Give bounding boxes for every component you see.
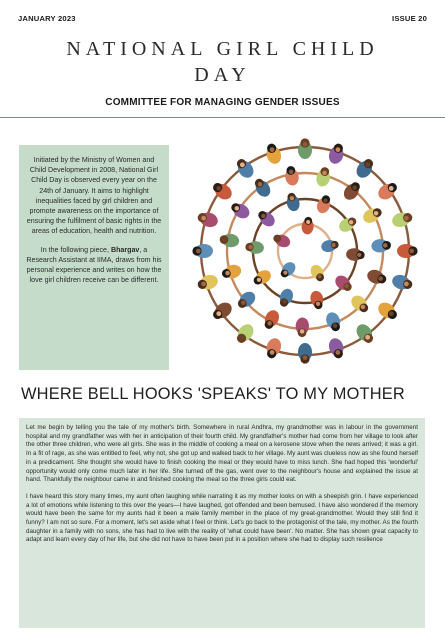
figure	[361, 205, 385, 226]
figure	[371, 238, 391, 253]
intro-box	[19, 145, 169, 370]
figure	[285, 191, 302, 212]
figure	[309, 290, 326, 311]
figure	[251, 267, 273, 287]
article-paragraph-2: I have heard this story many times, my aunt often laughing while narrating it as my mother looks on with a sheepish grin. I have experienced a lot of emotions while listening to this over the years—I have laughed, got offended and been bemused. I have also wondered if the memory would have been the same for my aunts had it been a male family member in the place of my great-grandmother. Would they still find it funny? I am not so sure. For a moment, let's set aside what I feel or think. Let's go back to the protagonist of the tale, my mother. As the fourth daughter in a family with no sons, she has had to live with the reality of 'what could have been'. No matter. She has shown great capacity to adapt and learn every day of her life, but she did not have to have been put in a position where she had to display such resilience	[26, 492, 418, 544]
article-body	[19, 418, 425, 628]
figure	[284, 165, 300, 187]
figure	[245, 240, 264, 254]
figure	[261, 308, 282, 331]
spiral-people	[192, 138, 417, 363]
issue-date: JANUARY 2023	[18, 14, 76, 23]
figure	[251, 176, 273, 200]
figure	[220, 263, 242, 281]
author-name: Bhargav	[110, 245, 140, 254]
figure	[295, 317, 309, 337]
figure	[228, 200, 252, 222]
issue-number: ISSUE 20	[392, 14, 427, 23]
figure	[308, 263, 327, 284]
figure	[298, 343, 312, 364]
figure	[277, 287, 296, 309]
figure	[337, 214, 359, 234]
intro-paragraph-2: In the following piece, Bhargav, a Research Assistant at IIMA, draws from his personal experience and writes on how the love girl children receive can be different.	[26, 245, 162, 285]
title-line-2: DAY	[194, 64, 251, 86]
figure	[397, 244, 418, 258]
figure	[219, 232, 240, 248]
article-heading: WHERE BELL HOOKS 'SPEAKS' TO MY MOTHER	[21, 385, 405, 403]
header-divider	[0, 117, 445, 118]
figure	[298, 138, 312, 159]
title-line-1: NATIONAL GIRL CHILD	[66, 38, 379, 60]
figure	[271, 231, 292, 249]
article-paragraph-1: Let me begin by telling you the tale of my mother's birth. Somewhere in rural Andhra, my grandmother was in labour in the government hospital and my grandfather was with her in anticipation of their fourth child. My grandfather's mother had come from her village to look after the other three children, who were all girls. She was in the middle of cooking a meal on a kerosene stove when the news arrived; it was a girl. In a fit of rage, as she was entitled to feel, why not, she got up and walked back to her village. My aunt was clueless now as she found herself in a predicament. She thought she would have to finish cooking the meal or they would have to miss lunch. She had hoped this 'wonderful' opportunity would only come much later in her life. She turned off the gas, went over to the neighbour's house and explained the issue at hand. Thankfully the neighbour came in and finished cooking the meal so the three girls could eat.	[26, 424, 418, 484]
figure	[315, 166, 333, 188]
newsletter-title	[0, 36, 445, 88]
committee-subtitle: COMMITTEE FOR MANAGING GENDER ISSUES	[105, 97, 340, 108]
figure	[320, 238, 340, 253]
masthead-bar	[18, 14, 427, 23]
people-spiral-illustration	[190, 133, 420, 369]
figure	[346, 248, 365, 262]
figure	[315, 193, 334, 215]
figure	[301, 216, 315, 235]
intro-paragraph-1: Initiated by the Ministry of Women and Child Development in 2008, National Girl Child Day is observed every year on the 24th of January. It aims to highlight inequalities faced by girl children and promote awareness on the importance of ensuring the fulfilment of basic rights in the areas of education, health and nutrition.	[26, 156, 162, 236]
figure	[192, 244, 213, 258]
